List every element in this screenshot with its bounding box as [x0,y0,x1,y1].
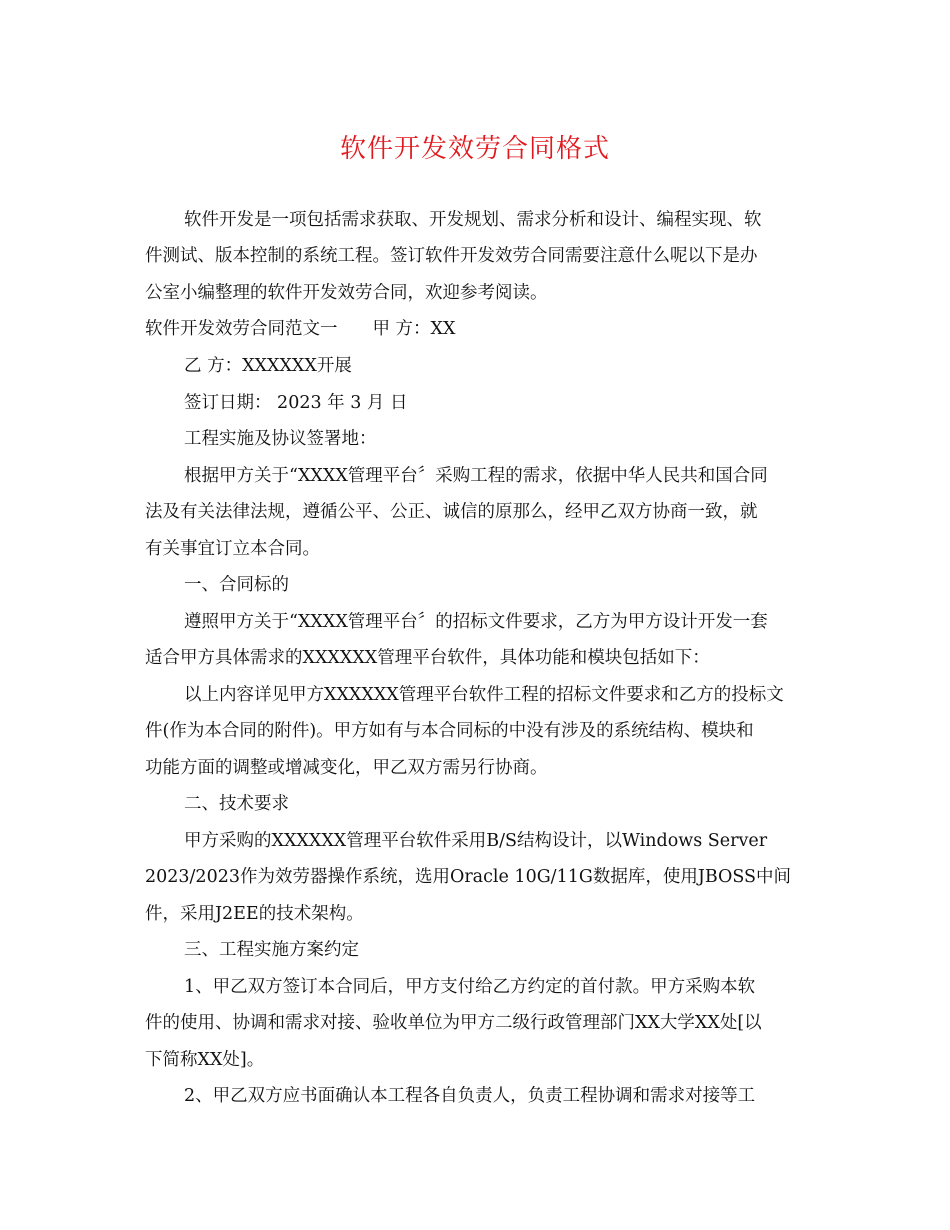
paragraph-line: 2023/2023作为效劳器操作系统，选用Oracle 10G/11G数据库，使用JBOSS中间 [145,867,792,887]
paragraph-line: 下简称XX处]。 [145,1050,265,1070]
paragraph-line: 签订日期： 2023 年 3 月 日 [184,393,408,413]
paragraph-line: 以上内容详见甲方XXXXXX管理平台软件工程的招标文件要求和乙方的投标文 [184,685,784,705]
section-heading: 二、技术要求 [184,794,289,814]
paragraph-line: 功能方面的调整或增减变化，甲乙双方需另行协商。 [145,758,548,778]
paragraph-line: 件，采用J2EE的技术架构。 [145,904,364,924]
paragraph-line: 公室小编整理的软件开发效劳合同，欢迎参考阅读。 [145,283,548,303]
paragraph-line: 乙 方：XXXXXX开展 [184,356,352,376]
paragraph-line: 软件开发是一项包括需求获取、开发规划、需求分析和设计、编程实现、软 [184,210,762,230]
document-title: 软件开发效劳合同格式 [339,134,610,164]
paragraph-line: 遵照甲方关于“XXXX管理平台〞的招标文件要求，乙方为甲方设计开发一套 [184,612,768,632]
paragraph-line: 法及有关法律法规，遵循公平、公正、诚信的原那么，经甲乙双方协商一致，就 [145,502,758,522]
paragraph-line: 工程实施及协议签署地： [184,429,377,449]
paragraph-line: 有关事宜订立本合同。 [145,539,320,559]
paragraph-line: 1、甲乙双方签订本合同后，甲方支付给乙方约定的首付款。甲方采购本软 [184,977,756,997]
paragraph-line: 软件开发效劳合同范文一 甲 方：XX [145,319,456,339]
section-heading: 一、合同标的 [184,575,289,595]
paragraph-line: 2、甲乙双方应书面确认本工程各自负责人，负责工程协调和需求对接等工 [184,1086,756,1106]
section-heading: 三、工程实施方案约定 [184,940,359,960]
paragraph-line: 件的使用、协调和需求对接、验收单位为甲方二级行政管理部门XX大学XX处[以 [145,1013,762,1033]
paragraph-line: 根据甲方关于“XXXX管理平台〞采购工程的需求，依据中华人民共和国合同 [184,466,768,486]
paragraph-line: 件(作为本合同的附件)。甲方如有与本合同标的中没有涉及的系统结构、模块和 [145,721,754,741]
paragraph-line: 适合甲方具体需求的XXXXXX管理平台软件，具体功能和模块包括如下： [145,648,710,668]
paragraph-line: 件测试、版本控制的系统工程。签订软件开发效劳合同需要注意什么呢以下是办 [145,246,758,266]
paragraph-line: 甲方采购的XXXXXX管理平台软件采用B/S结构设计，以Windows Server [184,831,768,851]
